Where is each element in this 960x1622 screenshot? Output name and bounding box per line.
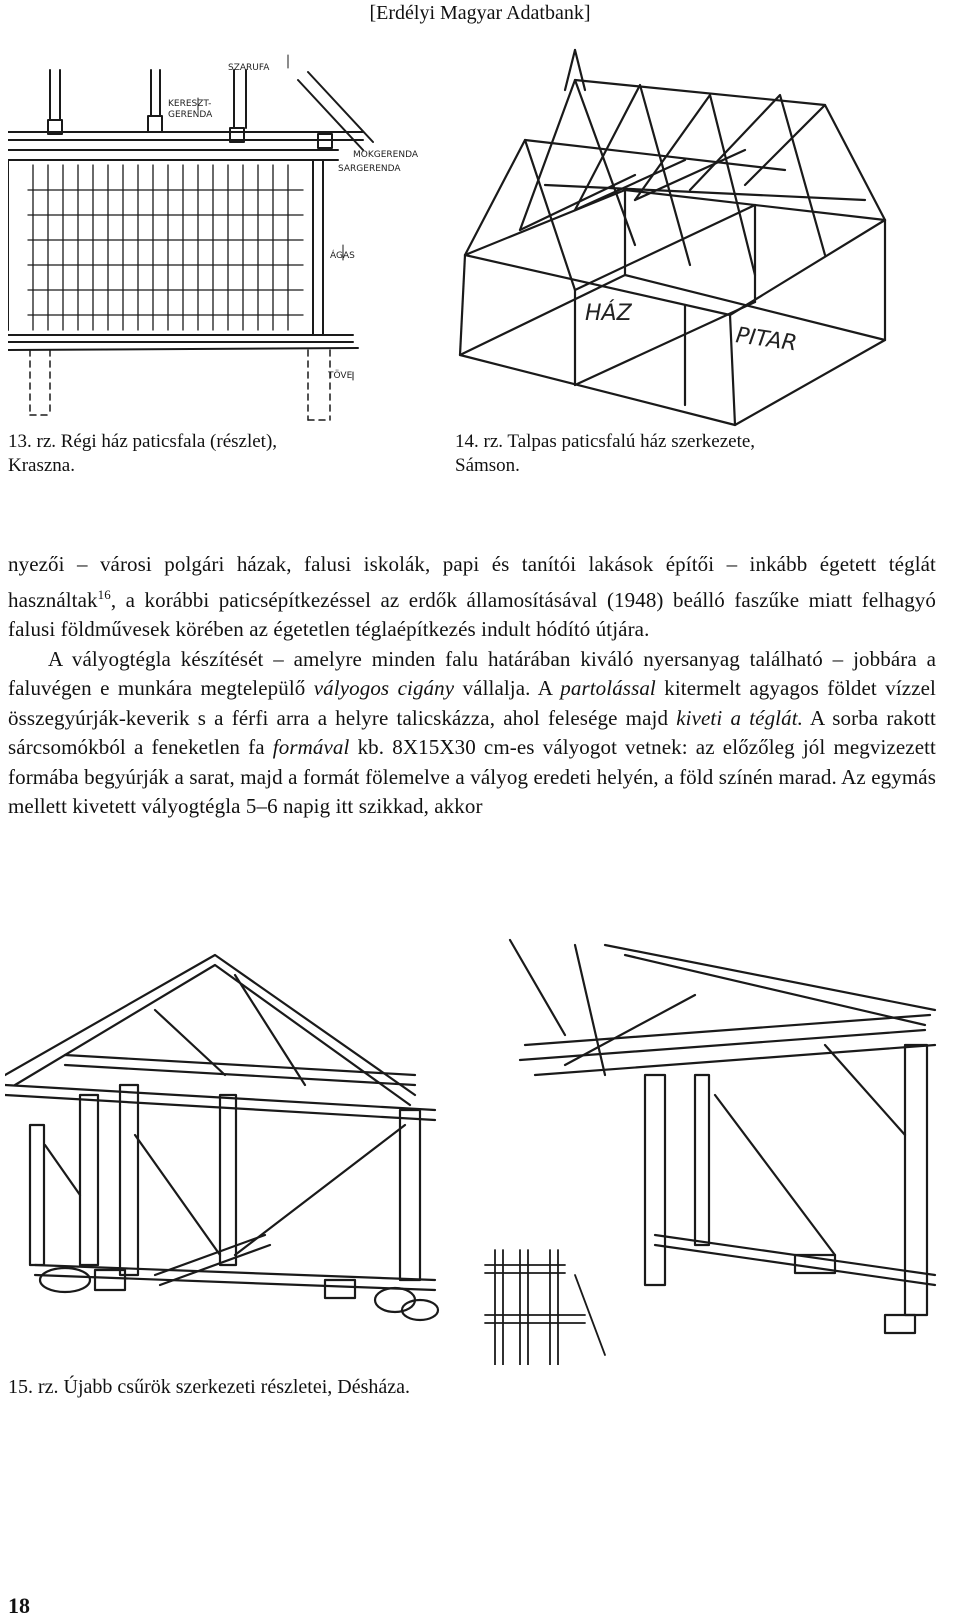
figure-14-caption: 14. rz. Talpas paticsfalú ház szerkezete, Sámson.	[455, 431, 756, 476]
label-keresztgerenda-1: KERESZT-	[168, 99, 212, 109]
label-mokgerenda: MOKGERENDA	[353, 150, 419, 160]
label-pitar: PITAR	[734, 323, 799, 357]
body-text	[8, 550, 936, 822]
label-keresztgerenda-2: GERENDA	[168, 110, 213, 120]
label-tove: TÖVE	[328, 371, 353, 381]
figure-15-barn-structure-drawing	[5, 935, 940, 1365]
figure-15-caption: 15. rz. Újabb csűrök szerkezeti részletei, Désháza.	[8, 1376, 411, 1398]
label-haz: HÁZ	[585, 301, 632, 326]
label-agas: ÁGAS	[330, 251, 355, 261]
page-header: [Erdélyi Magyar Adatbank]	[369, 2, 591, 24]
figure-13-wattle-wall-drawing	[8, 50, 428, 425]
figure-13-caption: 13. rz. Régi ház paticsfala (részlet), Kraszna.	[8, 431, 278, 476]
figure-14-timber-frame-drawing	[445, 40, 905, 430]
page-number: 18	[8, 1593, 30, 1618]
paragraph-2: A vályogtégla készítését – amelyre minden falu határában kiváló nyersanyag található – jobbára a faluvégen e munkára megtelepülő vályogos cigány vállalja. A partolással kitermelt agyagos földet vízzel összegyúrják-keverik s a férfi arra a helyre talicskázza, ahol felesége majd kiveti a téglát. A sorba rakott sárcsomókból a feneketlen fa formával kb. 8X15X30 cm-es vályogot vetnek: az előzőleg jól megvizezett formába begyúrják a sarat, majd a formát fölemelve a vályog eredeti helyén, a föld színén marad. Az egymás mellett kivetett vályogtégla 5–6 napig itt szikkad, akkor	[8, 646, 936, 818]
label-szarufa: SZARUFA	[228, 63, 270, 73]
label-sargerenda: SARGERENDA	[338, 164, 401, 174]
paragraph-1: nyezői – városi polgári házak, falusi iskolák, papi és tanítói lakások építői – inkább égetett téglát használtak$^{16}$, a korábbi paticsépítkezéssel az erdők államosításával (1948) beálló faszűke miatt felhagyó falusi földművesek körében az égetetlen téglaépítkezés indult hódító útjára.	[8, 552, 936, 641]
